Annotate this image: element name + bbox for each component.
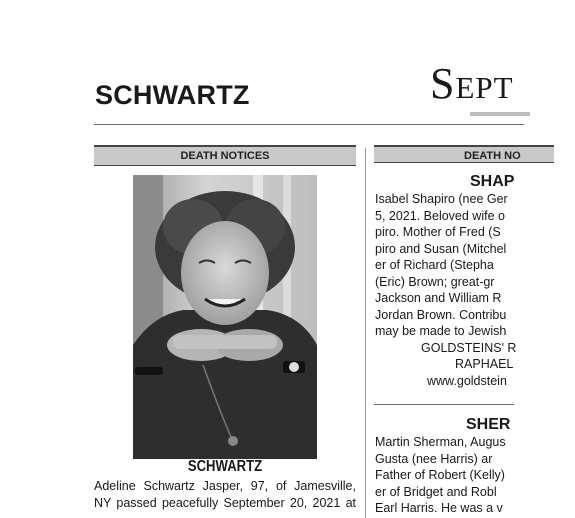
obituary-line: er of Richard (Stepha (375, 258, 494, 272)
right-column-rule (374, 404, 514, 405)
obituary-body-right-2 (375, 434, 575, 517)
obituary-name-left: SCHWARTZ (187, 458, 263, 475)
header-rule (94, 124, 524, 125)
date-underline (470, 112, 530, 116)
obituary-line: Jordan Brown. Contribu (375, 307, 507, 322)
obituary-line: piro and Susan (Mitchel (375, 241, 507, 256)
obituary-photo (133, 175, 317, 459)
funeral-home-name: GOLDSTEINS' R (421, 340, 517, 355)
obituary-body-right-1 (375, 191, 575, 389)
page-header-date: Sept (430, 59, 514, 108)
obituary-line: may be made to Jewish (375, 324, 507, 338)
obituary-line: Father of Robert (Kelly) (375, 468, 505, 482)
funeral-home-name-2: RAPHAEL (455, 357, 514, 371)
section-bar-right: DEATH NO (374, 145, 554, 163)
section-bar-left: DEATH NOTICES (94, 145, 356, 166)
obituary-name-right-2: SHER (466, 416, 511, 433)
obituary-line: Adeline Schwartz Jasper, 97, of Jamesville, (94, 479, 356, 493)
funeral-home-link[interactable]: www.goldstein (427, 373, 507, 388)
obituary-line: 5, 2021. Beloved wife o (375, 208, 505, 223)
obituary-line: Jackson and William R (375, 291, 502, 305)
page-header-name: SCHWARTZ (95, 80, 250, 110)
obituary-name-right-1: SHAP (470, 173, 515, 190)
obituary-body-left (94, 478, 356, 511)
obituary-line: NY passed peacefully September 20, 2021 at (94, 495, 356, 510)
obituary-line: (Eric) Brown; great-gr (375, 274, 495, 289)
obituary-line: Earl Harris. He was a v (375, 501, 503, 515)
obituary-line: Martin Sherman, Augus (375, 435, 506, 449)
obituary-line: piro. Mother of Fred (S (375, 225, 501, 239)
obituary-line: er of Bridget and Robl (375, 484, 497, 499)
obituary-line: Gusta (nee Harris) ar (375, 451, 493, 466)
column-separator (365, 148, 366, 518)
obituary-line: Isabel Shapiro (nee Ger (375, 192, 508, 206)
